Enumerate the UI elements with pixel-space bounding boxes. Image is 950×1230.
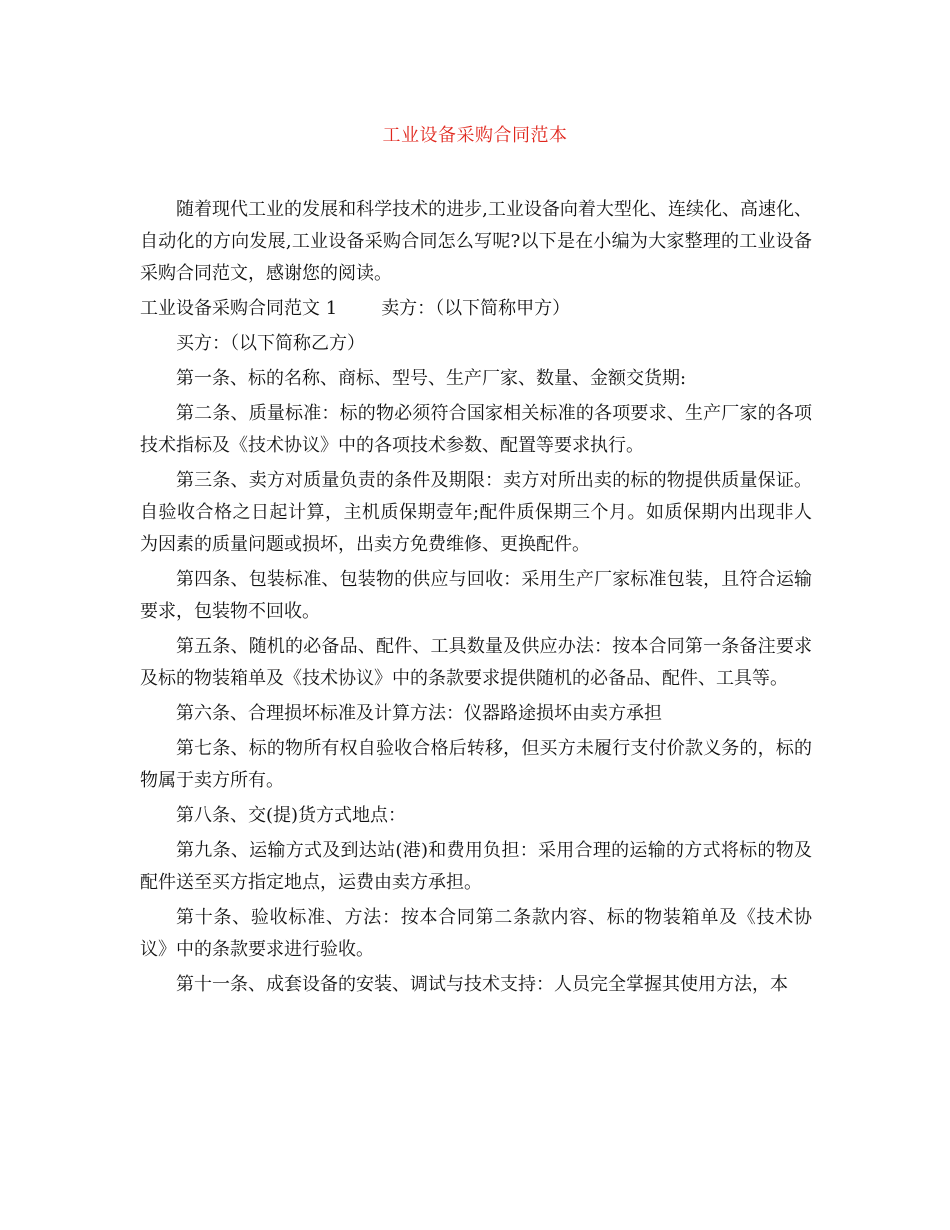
- clause-7: 第七条、标的物所有权自验收合格后转移，但买方未履行支付价款义务的，标的物属于卖方所有。: [140, 738, 812, 791]
- clause-6: 第六条、合理损坏标准及计算方法：仪器路途损坏由卖方承担: [176, 703, 662, 724]
- buyer-line: 买方：（以下简称乙方）: [176, 333, 365, 354]
- clause-8: 第八条、交(提)货方式地点：: [176, 805, 407, 826]
- document-title: 工业设备采购合同范本: [382, 125, 568, 146]
- document-body: [140, 194, 812, 1004]
- intro-paragraph: 随着现代工业的发展和科学技术的进步,工业设备向着大型化、连续化、高速化、自动化的方向发展,工业设备采购合同怎么写呢?以下是在小编为大家整理的工业设备采购合同范文，感谢您的阅读。: [140, 199, 812, 284]
- clause-11: 第十一条、成套设备的安装、调试与技术支持：人员完全掌握其使用方法，本: [176, 974, 788, 995]
- sample-heading-line: [140, 293, 812, 325]
- sample-heading: 工业设备采购合同范文 1: [140, 298, 338, 319]
- clause-3: 第三条、卖方对质量负责的条件及期限：卖方对所出卖的标的物提供质量保证。自验收合格之日起计算，主机质保期壹年;配件质保期三个月。如质保期内出现非人为因素的质量问题或损坏，出卖方免费维修、更换配件。: [140, 470, 812, 555]
- clause-2: 第二条、质量标准：标的物必须符合国家相关标准的各项要求、生产厂家的各项技术指标及《技术协议》中的各项技术参数、配置等要求执行。: [140, 403, 812, 456]
- clause-5: 第五条、随机的必备品、配件、工具数量及供应办法：按本合同第一条备注要求及标的物装箱单及《技术协议》中的条款要求提供随机的必备品、配件、工具等。: [140, 636, 812, 689]
- clause-1: 第一条、标的名称、商标、型号、生产厂家、数量、金额交货期:: [176, 368, 687, 389]
- clause-9: 第九条、运输方式及到达站(港)和费用负担：采用合理的运输的方式将标的物及配件送至买方指定地点，运费由卖方承担。: [140, 840, 812, 893]
- seller-line: 卖方：（以下简称甲方）: [381, 298, 571, 319]
- clause-10: 第十条、验收标准、方法：按本合同第二条款内容、标的物装箱单及《技术协议》中的条款要求进行验收。: [140, 907, 812, 960]
- clause-4: 第四条、包装标准、包装物的供应与回收：采用生产厂家标准包装，且符合运输要求，包装物不回收。: [140, 569, 812, 622]
